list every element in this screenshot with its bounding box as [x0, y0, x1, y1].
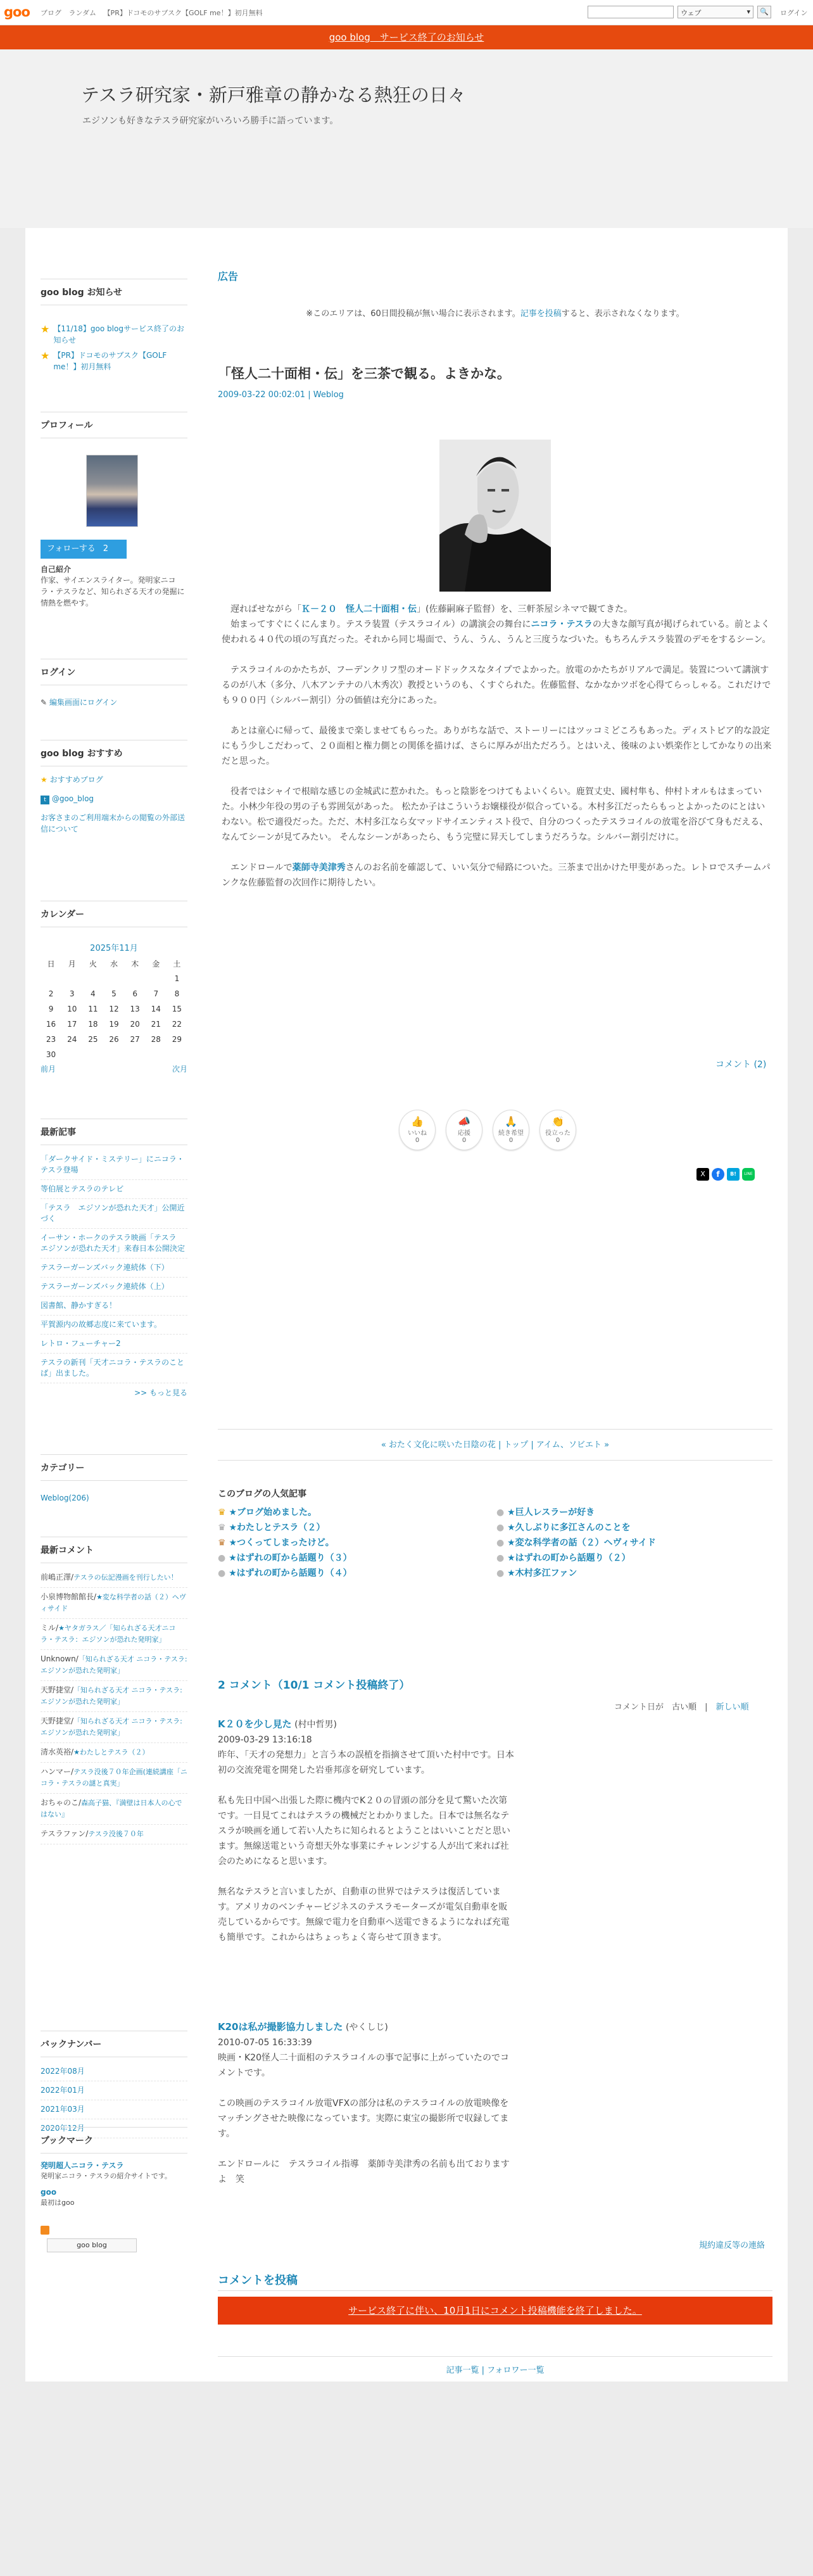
calendar-week: 16 17 18 19 20 21 22 [46, 1020, 182, 1029]
comment-item[interactable]: 天野捷堂/「知られざる天才 ニコラ・テスラ: エジソンが恐れた発明家」 [41, 1712, 187, 1743]
category-item[interactable]: Weblog(206) [41, 1494, 89, 1502]
comment-item[interactable]: ミル/★ヤタガラス／「知られざる天才ニコラ・テスラ：エジソンが恐れた発明家」 [41, 1619, 187, 1650]
comment-item[interactable]: テスラファン/テスラ没後７０年 [41, 1825, 187, 1844]
bookmark-title: ブックマーク [41, 2127, 187, 2154]
sidebar-news [41, 279, 187, 372]
comment-date: 2009-03-29 13:16:18 [218, 1735, 312, 1745]
comment-item[interactable]: 前嶋正澤/テスラの伝記漫画を刊行したい！ [41, 1568, 187, 1588]
dot-icon: ● [218, 1553, 229, 1563]
x-share-icon[interactable]: X [696, 1168, 709, 1181]
reaction-buttons [399, 1110, 576, 1150]
recent-item[interactable]: テスラーガーンズバック連続体（下） [41, 1259, 187, 1278]
recent-item[interactable]: 図書館、静かすぎる！ [41, 1297, 187, 1316]
sidebar-comments [41, 1537, 187, 1844]
more-link[interactable]: >> もっと見る [134, 1388, 187, 1397]
comment-line: エンドロールに テスラコイル指導 薬師寺美津秀の名前も出ておりますよ 笑 [218, 2159, 510, 2185]
popular-item[interactable]: ● ★久しぶりに多江さんのことを [496, 1523, 631, 1533]
recommend-item[interactable]: t @goo_blog [41, 793, 187, 804]
hope-icon: 🙏 [505, 1115, 517, 1127]
dot-icon: ● [496, 1568, 508, 1578]
blog-title[interactable]: テスラ研究家・新戸雅章の静かなる熱狂の日々 [81, 84, 466, 106]
reaction-like[interactable]: 👍 いいね 0 [399, 1110, 436, 1150]
popular-title: このブログの人気記事 [218, 1489, 306, 1499]
popular-item[interactable]: ● ★木村多江ファン [496, 1568, 577, 1578]
star-icon: ★ [41, 350, 50, 362]
post-article-link[interactable]: 記事を投稿 [520, 309, 562, 319]
sidebar-category [41, 1454, 187, 1504]
dot-icon: ● [496, 1538, 508, 1548]
bookmark-item[interactable]: goo 最初はgoo [41, 2188, 75, 2207]
category-title: カテゴリー [41, 1454, 187, 1481]
popular-item[interactable]: ● ★はずれの町から話題り（４） [218, 1568, 352, 1578]
top-links [41, 8, 268, 18]
popular-item[interactable]: ● ★はずれの町から話題り（３） [218, 1553, 352, 1563]
recent-item[interactable]: 「テスラ エジソンが恐れた天才」公開近づく [41, 1199, 187, 1229]
recommend-item[interactable]: お客さまのご利用端末からの閲覧の外部送信について [41, 813, 186, 834]
popular-item[interactable]: ♛ ★わたしとテスラ（２） [218, 1523, 325, 1533]
line-share-icon[interactable]: LINE [742, 1168, 755, 1181]
yakushiji-link[interactable]: 薬師寺美津秀 [292, 863, 346, 873]
calendar-week: 1 [174, 974, 180, 983]
post-body [222, 602, 772, 891]
backnumber-item[interactable]: 2020年12月 [41, 2119, 187, 2138]
sidebar-calendar [41, 901, 187, 1075]
popular-left-list [218, 1505, 484, 1581]
comment-author: (村中哲男) [294, 1720, 337, 1730]
calendar-weekdays: 日 月 火 水 木 金 土 [47, 959, 181, 968]
footer-area [0, 2382, 813, 2576]
intro-text: 作家、サイエンスライター。発明家ニコラ・テスラなど、知られざる天才の発掘に情熱を燃やす。 [41, 576, 185, 607]
crown-icon: ♛ [218, 1523, 229, 1533]
comment-closed-link[interactable]: サービス終了に伴い、10月1日にコメント投稿機能を終了しました。 [348, 2305, 642, 2316]
top-bar [0, 0, 813, 25]
top-link-blog[interactable]: ブログ [41, 9, 61, 17]
comment-item[interactable]: Unknown/「知られざる天才 ニコラ・テスラ: エジソンが恐れた発明家」 [41, 1650, 187, 1681]
comment-line: 私も先日中国へ出張した際に機内でK２０の冒頭の部分を見て驚いた次第です。一目見てこれはテスラの機械だとわかりました。日本では無名なテスラが映画を通して若い人たちに知られるとようことはいいことだと思います。無線送電という奇想天外な事業にチャレンジする人が出て来れば社会のためになると思います。 [218, 1796, 510, 1867]
calendar-week: 30 [46, 1050, 56, 1059]
popular-right-list [496, 1505, 775, 1581]
comment-line: 昨年、「天才の発想力」と言う本の誤植を指摘させて頂いた村中です。日本初の交流発電を開発した岩垂邦彦を研究しています。 [218, 1750, 514, 1775]
reaction-helpful[interactable]: 👏 役立った 0 [539, 1110, 576, 1150]
tesla-portrait-image [439, 440, 551, 592]
crown-icon: ♛ [218, 1507, 229, 1518]
ad-label: 広告 [218, 270, 239, 282]
login-title: ログイン [41, 659, 187, 685]
share-buttons [696, 1168, 755, 1181]
comment-line: 無名なテスラと言いましたが、自動車の世界ではテスラは復活しています。アメリカのベンチャービジネスのテスラモーターズが電気自動車を販売しているからです。無線で電力を自動車へ送電できるようになれば充電も簡単です。これからはちょっちょく寄らせて頂きます。 [218, 1887, 510, 1943]
post-meta: 2009-03-22 00:02:01 | Weblog [218, 390, 344, 400]
popular-item[interactable]: ♛ ★ブログ始めました。 [218, 1507, 317, 1518]
sort-old-link[interactable]: 古い順 [672, 1703, 697, 1712]
ad-notice: ※このエリアは、60日間投稿が無い場合に表示されます。記事を投稿すると、表示されなくなります。 [306, 309, 684, 319]
sidebar-backnumber [41, 2031, 187, 2133]
recent-item[interactable]: テスラーガーンズバック連続体（上） [41, 1278, 187, 1297]
blog-description: エジソンも好きなテスラ研究家がいろいろ勝手に語っています。 [82, 116, 339, 126]
post-date: 2009-03-22 00:02:01 [218, 390, 306, 400]
popular-item[interactable]: ● ★巨人レスラーが好き [496, 1507, 595, 1518]
popular-item[interactable]: ● ★はずれの町から話題り（２） [496, 1553, 631, 1563]
star-icon: ★ [41, 323, 50, 335]
comment-author: (やくしじ) [345, 2022, 388, 2033]
login-link[interactable]: ログイン [780, 9, 808, 17]
recommend-title: goo blog おすすめ [41, 740, 187, 766]
search-button[interactable]: 🔍 [757, 6, 771, 18]
backnumber-item[interactable]: 2022年01月 [41, 2081, 187, 2100]
comment-line: この映画のテスラコイル放電VFXの部分は私のテスラコイルの放電映像をマッチングさせた映像になっています。実際に東宝の撮影所で収録してます。 [218, 2098, 509, 2139]
backnumber-item[interactable]: 2022年08月 [41, 2062, 187, 2081]
sidebar-recent [41, 1119, 187, 1399]
post-paragraph: あとは童心に帰って、最後まで楽しませてもらった。ありがちな話で、ストーリーにはツッコミどころもあった。ディストピア的な設定にもう少しこだわって、２０面相と権力側との関係を描けば、さらに厚みが出ただろう。とはいえ、後味のよい娯楽作としてかなりの出来だと思った。 [222, 726, 772, 766]
comment-item[interactable]: 清水英裕/★わたしとテスラ（２） [41, 1743, 187, 1763]
prev-next-nav[interactable]: « おたく文化に咲いた日陰の花 | トップ | アイム、ソビエト » [218, 1429, 772, 1461]
dot-icon: ● [496, 1553, 508, 1563]
rss-icon[interactable] [41, 2226, 49, 2235]
backnumber-title: バックナンバー [41, 2031, 187, 2057]
k20-link[interactable]: Ｋ－２０ 怪人二十面相・伝 [301, 604, 417, 614]
facebook-share-icon[interactable]: f [712, 1168, 724, 1181]
service-end-notice [0, 25, 813, 49]
comment-closed-banner [218, 2297, 772, 2325]
popular-item[interactable]: ♛ ★つくってしまったけど。 [218, 1538, 334, 1548]
profile-avatar[interactable] [86, 455, 138, 527]
bottom-links[interactable]: 記事一覧 | フォロワー一覧 [218, 2356, 772, 2375]
hatena-share-icon[interactable]: B! [727, 1168, 740, 1181]
calendar-week: 23 24 25 26 27 28 29 [46, 1035, 182, 1044]
helpful-icon: 👏 [551, 1115, 564, 1127]
crown-icon: ♛ [218, 1538, 229, 1548]
comment-item[interactable]: おちゃのこ/森高子猫、『満壁は日本人の心ではない』 [41, 1794, 187, 1825]
recommend-item[interactable]: ★ おすすめブログ [41, 775, 103, 784]
sidebar-profile [41, 412, 187, 609]
post-title[interactable]: 「怪人二十面相・伝」を三茶で観る。よきかな。 [218, 366, 510, 381]
comment-sort: コメント日が 古い順 | 新しい順 [614, 1703, 749, 1712]
comment-count-link[interactable]: コメント (2) [715, 1060, 767, 1070]
recent-item[interactable]: 等伯展とテスラのテレビ [41, 1180, 187, 1199]
intro-label: 自己紹介 [41, 565, 72, 574]
post-paragraph: テスラコイルのかたちが、フーデンクリフ型のオードドックスなタイプでよかった。放電のかたちがリアルで満足。装置について講演するのが八木（多分、八木アンテナの八木秀次）教授というのも、くすぐられた。佐藤監督、なかなかツボを心得てらっしゃる。これだけでも９００円（シルバー割引）分の価値は充分にあった。 [222, 665, 771, 706]
search-scope-select[interactable]: ウェブ ▾ [678, 6, 753, 18]
comment-entry [218, 2019, 515, 2187]
recent-item[interactable]: 「ダークサイド・ミステリー」にニコラ・テスラ登場 [41, 1150, 187, 1180]
edit-login-link[interactable]: ✎ 編集画面にログイン [41, 698, 118, 707]
megaphone-icon: 📣 [458, 1115, 470, 1127]
comment-item[interactable]: ハンマー/テスラ没後７０年企画(連続講座「ニコラ・テスラの謎と真実」 [41, 1763, 187, 1794]
recent-item[interactable]: イーサン・ホークのテスラ映画「テスラ エジソンが恐れた天才」来春日本公開決定 [41, 1229, 187, 1259]
comments-heading: 2 コメント（10/1 コメント投稿終了） [218, 1679, 410, 1692]
reaction-cheer[interactable]: 📣 応援 0 [446, 1110, 482, 1150]
calendar-week: 2 3 4 5 6 7 8 [48, 989, 180, 998]
post-comment-title: コメントを投稿 [218, 2271, 772, 2291]
calendar-month: 2025年11月 [90, 944, 138, 953]
calendar-grid [41, 956, 187, 1062]
post-category-link[interactable]: Weblog [313, 390, 344, 400]
twitter-icon: t [41, 796, 49, 804]
sidebar-login [41, 659, 187, 708]
top-link-pr[interactable]: 【PR】ドコモのサブスク【GOLF me！】初月無料 [103, 9, 263, 17]
search-input[interactable] [588, 6, 674, 18]
post-paragraph: エンドロールで薬師寺美津秀さんのお名前を確認して、いい気分で帰路についた。三茶まで出かけた甲斐があった。レトロでスチームパンクな佐藤監督の次回作に期待したい。 [222, 863, 771, 888]
top-link-random[interactable]: ランダム [68, 9, 97, 17]
report-link[interactable]: 規約違反等の連絡 [699, 2241, 766, 2250]
post-paragraph: 役者ではシャイで根暗な感じの金城武に惹かれた。もっと陰影をつけてもよいくらい。鹿賀丈史、國村隼も、仲村トオルもはまっていた。小林少年役の男の子も雰囲気があった。 松たか子はこういうお嬢様役が似合っている。木村多江だったらもっとよかったのにとはいわない。松で適役だった。ただ、木村多江なら女マッドサイエンティスト役で、自分のつくったテスラコイルの放電を浴びて身もだえる、なんてシーンが見てみたい。 そんなシーンがあったら、もう完璧に昇天してしまうだろうな。シルバー割引だけに。 [222, 787, 769, 842]
comment-line: 映画・K20怪人二十面相のテスラコイルの事で記事に上がっていたのでコメントです。 [218, 2053, 510, 2078]
recent-item[interactable]: テスラの新刊「天才ニコラ・テスラのことば」出ました。 [41, 1354, 187, 1383]
prev-month-link[interactable]: 前月 [41, 1065, 56, 1074]
sidebar-news-title: goo blog お知らせ [41, 279, 187, 305]
calendar-week: 9 10 11 12 13 14 15 [48, 1005, 182, 1013]
comment-item[interactable]: 小泉博物館館長/★変な科学者の話（２）ヘヴィサイド [41, 1588, 187, 1619]
popular-item[interactable]: ● ★変な科学者の話（２）ヘヴィサイド [496, 1538, 656, 1548]
bookmark-item[interactable]: 発明超人ニコラ・テスラ 発明家ニコラ・テスラの紹介サイトです。 [41, 2161, 172, 2180]
follow-button[interactable]: フォローする 2 [41, 540, 127, 559]
news-item[interactable]: ★ 【PR】ドコモのサブスク【GOLF me！】初月無料 [41, 350, 167, 371]
service-end-link[interactable]: goo blog サービス終了のお知らせ [329, 32, 484, 43]
recent-item[interactable]: レトロ・フューチャー2 [41, 1335, 187, 1354]
comment-item[interactable]: 天野捷堂/「知られざる天才 ニコラ・テスラ: エジソンが恐れた発明家」 [41, 1681, 187, 1712]
dot-icon: ● [218, 1568, 229, 1578]
sidebar-bookmark [41, 2127, 187, 2252]
tesla-portrait-svg [439, 440, 551, 592]
goo-logo[interactable]: goo [4, 4, 30, 20]
pencil-icon: ✎ [41, 698, 49, 707]
backnumber-item[interactable]: 2021年03月 [41, 2100, 187, 2119]
comment-title[interactable]: K20は私が撮影協力しました [218, 2021, 343, 2033]
comment-entry [218, 1716, 515, 1945]
reaction-more[interactable]: 🙏 続き希望 0 [493, 1110, 529, 1150]
dot-icon: ● [496, 1507, 508, 1518]
nikola-tesla-link[interactable]: ニコラ・テスラ [531, 619, 593, 630]
sidebar-recommend [41, 740, 187, 835]
comments-title: 最新コメント [41, 1537, 187, 1563]
comment-date: 2010-07-05 16:33:39 [218, 2038, 312, 2048]
goo-blog-badge[interactable]: goo blog [47, 2238, 137, 2252]
star-icon: ★ [41, 775, 50, 784]
sort-new-link[interactable]: 新しい順 [715, 1703, 749, 1712]
recent-title: 最新記事 [41, 1119, 187, 1145]
news-item[interactable]: ★ 【11/18】goo blogサービス終了のお知らせ [41, 323, 184, 345]
profile-title: プロフィール [41, 412, 187, 438]
recent-item[interactable]: 平賀源内の故郷志度に来ています。 [41, 1316, 187, 1335]
dot-icon: ● [496, 1523, 508, 1533]
calendar-title: カレンダー [41, 901, 187, 927]
next-month-link[interactable]: 次月 [172, 1065, 187, 1074]
comment-title[interactable]: K２０を少し見た [218, 1718, 292, 1730]
blog-header [0, 49, 813, 228]
thumbs-up-icon: 👍 [411, 1115, 424, 1127]
post-paragraph: 遅ればせながら「Ｋ－２０ 怪人二十面相・伝」(佐藤嗣麻子監督）を、三軒茶屋シネマで観てきた。 始まってすぐにくにんまり。テスラ装置（テスラコイル）の講演会の舞台にニコラ・テスラの大きな顔写真が掲げられている。前とよく使われる４０代の頃の写真だった。それから同じ場面で、うん、うん、うんと三度うなづいた。もちろんテスラ装置のデモをするシーン。 [222, 604, 771, 645]
